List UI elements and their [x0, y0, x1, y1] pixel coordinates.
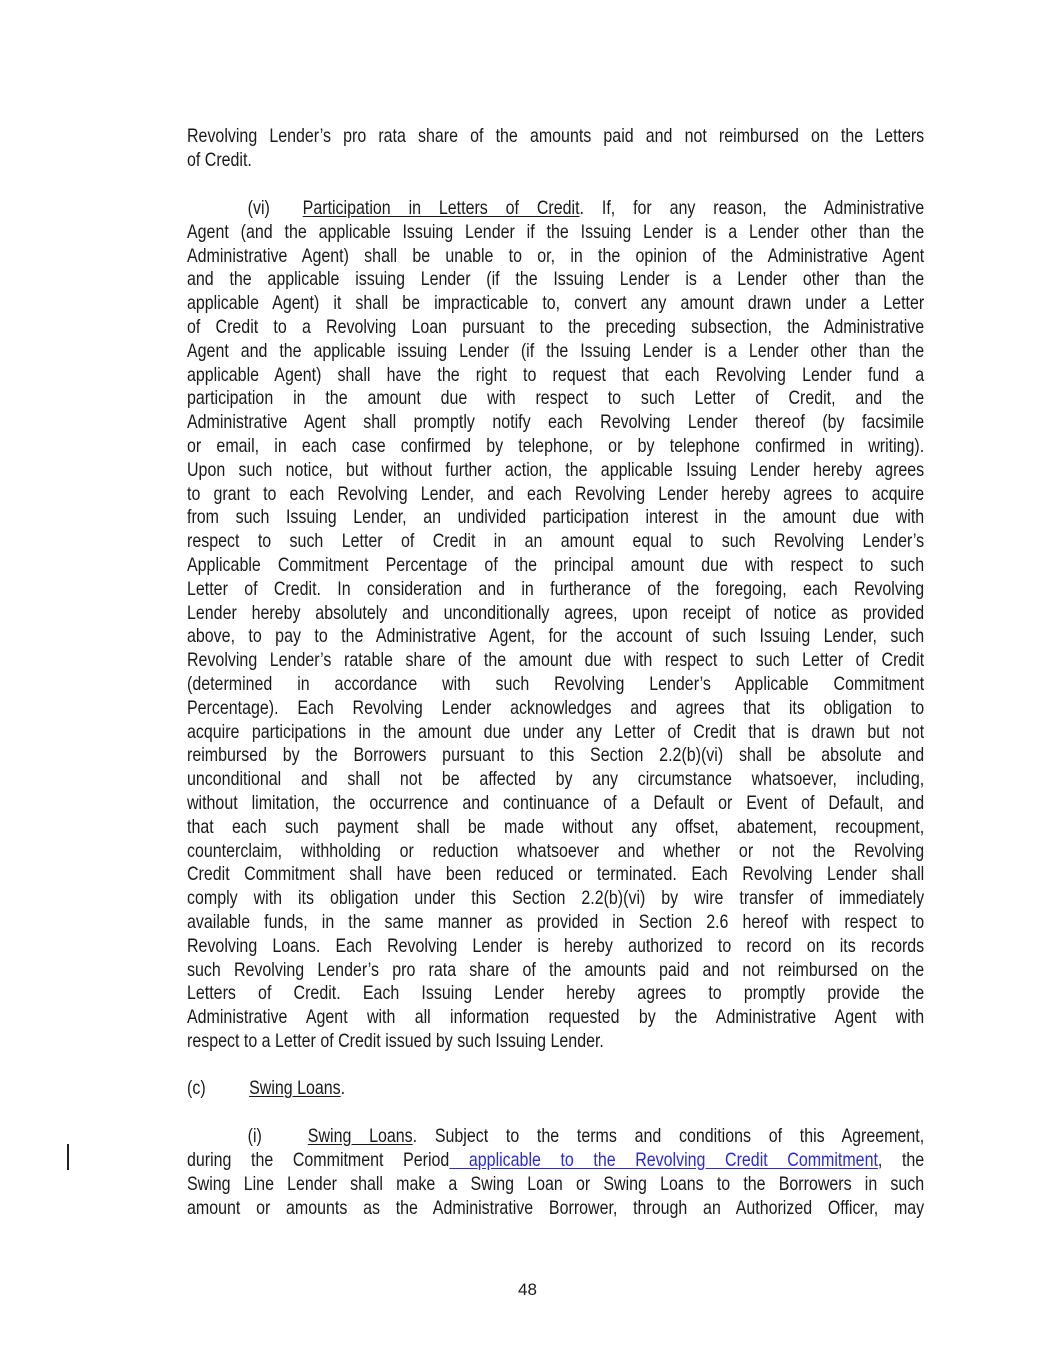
text-fragment: , the [877, 1149, 925, 1171]
section-number: (c) [187, 1077, 206, 1099]
text-line: of Credit to a Revolving Loan pursuant to the preceding subsection, the Administrative [187, 316, 925, 338]
text-line: counterclaim, withholding or reduction whatsoever and whether or not the Revolving [187, 839, 925, 862]
text-line: to grant to each Revolving Lender, and each Revolving Lender hereby agrees to acquire [187, 482, 925, 505]
revision-change-bar [67, 1144, 69, 1170]
text-line: Agent and the applicable issuing Lender (if the Issuing Lender is a Lender other than the [187, 339, 925, 362]
text-line: Revolving Lender’s ratable share of the amount due with respect to such Letter of Credit [187, 649, 925, 672]
text-line: Revolving Lender’s pro rata share of the amounts paid and not reimbursed on the Letters [187, 125, 925, 147]
text-line: Lender hereby absolutely and unconditionally agrees, upon receipt of notice as provided [187, 601, 925, 624]
text-line: Credit Commitment shall have been reduced or terminated. Each Revolving Lender shall [187, 863, 925, 886]
text-line: applicable Agent) it shall be impracticable to, convert any amount drawn under a Letter [187, 292, 925, 315]
text-line: applicable Agent) shall have the right to request that each Revolving Lender fund a [187, 363, 925, 386]
section-heading: Swing Loans [249, 1077, 341, 1099]
section-number: (vi) [247, 197, 270, 219]
text-line: from such Issuing Lender, an undivided participation interest in the amount due with [187, 506, 925, 529]
text-line: available funds, in the same manner as provided in Section 2.6 hereof with respect to [187, 911, 925, 933]
text-line: amount or amounts as the Administrative Borrower, through an Authorized Officer, may [187, 1197, 925, 1219]
text-line: Administrative Agent shall promptly notify each Revolving Lender thereof (by facsimile [187, 411, 925, 434]
text-line: Swing Line Lender shall make a Swing Loan or Swing Loans to the Borrowers in such [187, 1173, 925, 1195]
text-line: (determined in accordance with such Revolving Lender’s Applicable Commitment [187, 673, 925, 695]
text-line: reimbursed by the Borrowers pursuant to this Section 2.2(b)(vi) shall be absolute and [187, 744, 925, 767]
text-line: of Credit. [187, 149, 252, 171]
text-fragment: . Subject to the terms and conditions of this Agreement, [412, 1125, 925, 1147]
section-c-i-first-line [187, 1124, 924, 1148]
text-line: Percentage). Each Revolving Lender acknowledges and agrees that its obligation to [187, 696, 925, 719]
text-fragment: . [340, 1077, 346, 1099]
text-line: or email, in each case confirmed by telephone, or by telephone confirmed in writing). [187, 435, 925, 457]
text-line: Letters of Credit. Each Issuing Lender hereby agrees to promptly provide the [187, 982, 925, 1005]
text-line: Letter of Credit. In consideration and in furtherance of the foregoing, each Revolving [187, 577, 925, 600]
text-line: unconditional and shall not be affected by any circumstance whatsoever, including, [187, 768, 925, 791]
text-line: comply with its obligation under this Section 2.2(b)(vi) by wire transfer of immediately [187, 887, 925, 910]
text-line: Revolving Loans. Each Revolving Lender is hereby authorized to record on its records [187, 934, 925, 957]
text-line: such Revolving Lender’s pro rata share of the amounts paid and not reimbursed on the [187, 958, 925, 981]
text-line: Agent (and the applicable Issuing Lender if the Issuing Lender is a Lender other than the [187, 220, 925, 243]
text-line: acquire participations in the amount due under any Letter of Credit that is drawn but not [187, 720, 925, 743]
text-line: and the applicable issuing Lender (if the Issuing Lender is a Lender other than the [187, 268, 925, 291]
section-heading: Swing Loans [307, 1125, 413, 1147]
text-line: above, to pay to the Administrative Agent, for the account of such Issuing Lender, such [187, 625, 925, 648]
text-line: respect to a Letter of Credit issued by such Issuing Lender. [187, 1030, 604, 1052]
section-heading: Participation in Letters of Credit [302, 197, 580, 219]
section-c-i-second-line [187, 1148, 924, 1172]
text-line: respect to such Letter of Credit in an amount equal to such Revolving Lender’s [187, 530, 925, 553]
text-line: Upon such notice, but without further action, the applicable Issuing Lender hereby agrees [187, 458, 925, 481]
section-c-line [187, 1076, 924, 1100]
section-vi-first-line [187, 196, 924, 220]
section-number: (i) [247, 1125, 262, 1147]
text-fragment: during the Commitment Period [187, 1149, 450, 1171]
text-line: Applicable Commitment Percentage of the principal amount due with respect to such [187, 554, 925, 576]
page-number: 48 [518, 1280, 537, 1299]
text-line: participation in the amount due with respect to such Letter of Credit, and the [187, 387, 925, 410]
text-line: Administrative Agent) shall be unable to or, in the opinion of the Administrative Agent [187, 244, 925, 267]
inserted-text-revision: applicable to the Revolving Credit Commitment [449, 1149, 878, 1171]
text-line: Administrative Agent with all information requested by the Administrative Agent with [187, 1006, 925, 1029]
text-line: without limitation, the occurrence and continuance of a Default or Event of Default, and [187, 792, 925, 814]
text-fragment: . If, for any reason, the Administrative [579, 197, 925, 219]
text-line: that each such payment shall be made without any offset, abatement, recoupment, [187, 815, 925, 838]
